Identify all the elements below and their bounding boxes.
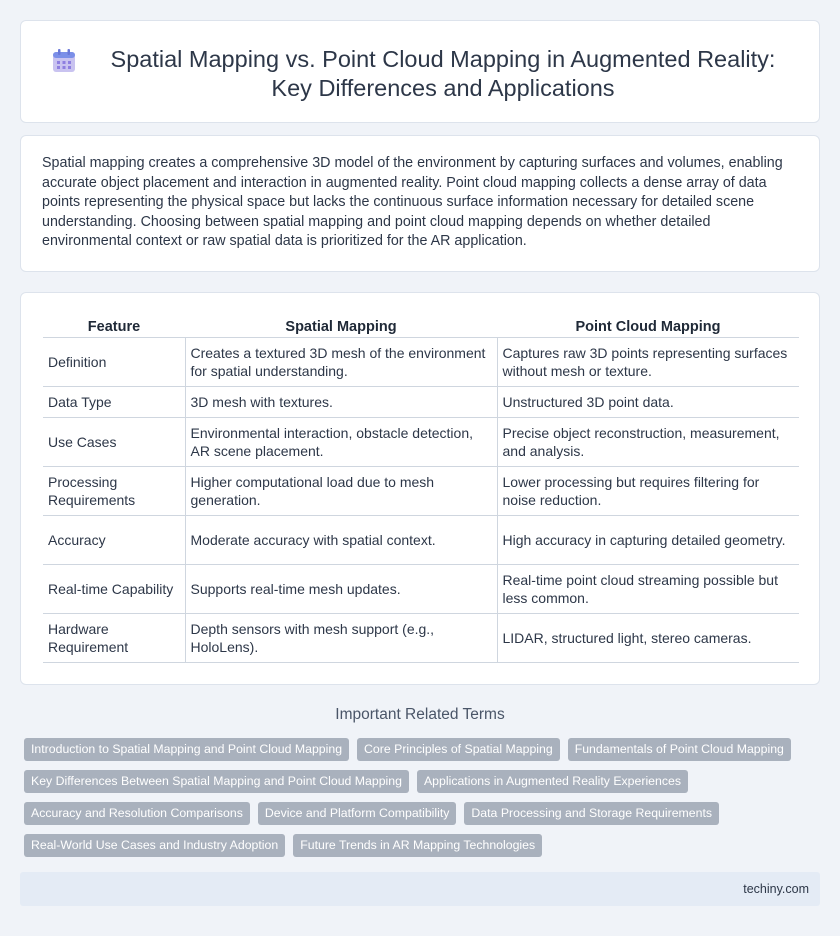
comparison-table	[43, 314, 799, 663]
feature-cell: Processing Requirements	[43, 466, 185, 515]
feature-cell: Real-time Capability	[43, 564, 185, 613]
related-term-link[interactable]: Accuracy and Resolution Comparisons	[24, 802, 250, 825]
table-row	[43, 613, 799, 662]
header-feature: Feature	[43, 314, 185, 337]
feature-cell: Use Cases	[43, 417, 185, 466]
spatial-cell: 3D mesh with textures.	[185, 386, 497, 417]
feature-cell: Data Type	[43, 386, 185, 417]
table-row	[43, 515, 799, 564]
point-cloud-cell: LIDAR, structured light, stereo cameras.	[497, 613, 799, 662]
point-cloud-cell: Unstructured 3D point data.	[497, 386, 799, 417]
related-terms-list	[24, 738, 814, 866]
spatial-cell: Higher computational load due to mesh generation.	[185, 466, 497, 515]
spatial-cell: Depth sensors with mesh support (e.g., HoloLens).	[185, 613, 497, 662]
related-term-link[interactable]: Device and Platform Compatibility	[258, 802, 457, 825]
related-term-link[interactable]: Fundamentals of Point Cloud Mapping	[568, 738, 791, 761]
table-row	[43, 337, 799, 386]
point-cloud-cell: Precise object reconstruction, measurement, and analysis.	[497, 417, 799, 466]
feature-cell: Hardware Requirement	[43, 613, 185, 662]
spatial-cell: Supports real-time mesh updates.	[185, 564, 497, 613]
calendar-icon	[51, 48, 77, 74]
point-cloud-cell: Real-time point cloud streaming possible but less common.	[497, 564, 799, 613]
footer	[20, 872, 820, 906]
comparison-table-card	[20, 292, 820, 685]
header-spatial-mapping: Spatial Mapping	[185, 314, 497, 337]
related-term-link[interactable]: Introduction to Spatial Mapping and Point Cloud Mapping	[24, 738, 349, 761]
table-row	[43, 386, 799, 417]
point-cloud-cell: High accuracy in capturing detailed geometry.	[497, 515, 799, 564]
intro-paragraph: Spatial mapping creates a comprehensive 3D model of the environment by capturing surfaces and volumes, enabling accurate object placement and interaction in augmented reality. Point cloud mapping collects a dense array of data points representing the physical space but lacks the continuous surface information necessary for detailed scene understanding. Choosing between spatial mapping and point cloud mapping depends on whether detailed environmental context or raw spatial data is prioritized for the AR application.	[42, 155, 783, 250]
related-term-link[interactable]: Core Principles of Spatial Mapping	[357, 738, 560, 761]
footer-site-link[interactable]: techiny.com	[743, 882, 809, 896]
point-cloud-cell: Captures raw 3D points representing surfaces without mesh or texture.	[497, 337, 799, 386]
intro-card	[20, 135, 820, 272]
spatial-cell: Creates a textured 3D mesh of the environment for spatial understanding.	[185, 337, 497, 386]
feature-cell: Definition	[43, 337, 185, 386]
feature-cell: Accuracy	[43, 515, 185, 564]
header-point-cloud-mapping: Point Cloud Mapping	[497, 314, 799, 337]
title-card	[20, 20, 820, 123]
table-row	[43, 564, 799, 613]
page-title: Spatial Mapping vs. Point Cloud Mapping in Augmented Reality: Key Differences and Applications	[110, 46, 776, 101]
table-header-row	[43, 314, 799, 337]
related-term-link[interactable]: Key Differences Between Spatial Mapping and Point Cloud Mapping	[24, 770, 409, 793]
related-term-link[interactable]: Future Trends in AR Mapping Technologies	[293, 834, 542, 857]
related-terms-heading: Important Related Terms	[335, 706, 505, 723]
table-row	[43, 466, 799, 515]
point-cloud-cell: Lower processing but requires filtering for noise reduction.	[497, 466, 799, 515]
related-term-link[interactable]: Data Processing and Storage Requirements	[464, 802, 719, 825]
table-row	[43, 417, 799, 466]
related-term-link[interactable]: Real-World Use Cases and Industry Adoption	[24, 834, 285, 857]
related-term-link[interactable]: Applications in Augmented Reality Experiences	[417, 770, 688, 793]
spatial-cell: Moderate accuracy with spatial context.	[185, 515, 497, 564]
spatial-cell: Environmental interaction, obstacle detection, AR scene placement.	[185, 417, 497, 466]
